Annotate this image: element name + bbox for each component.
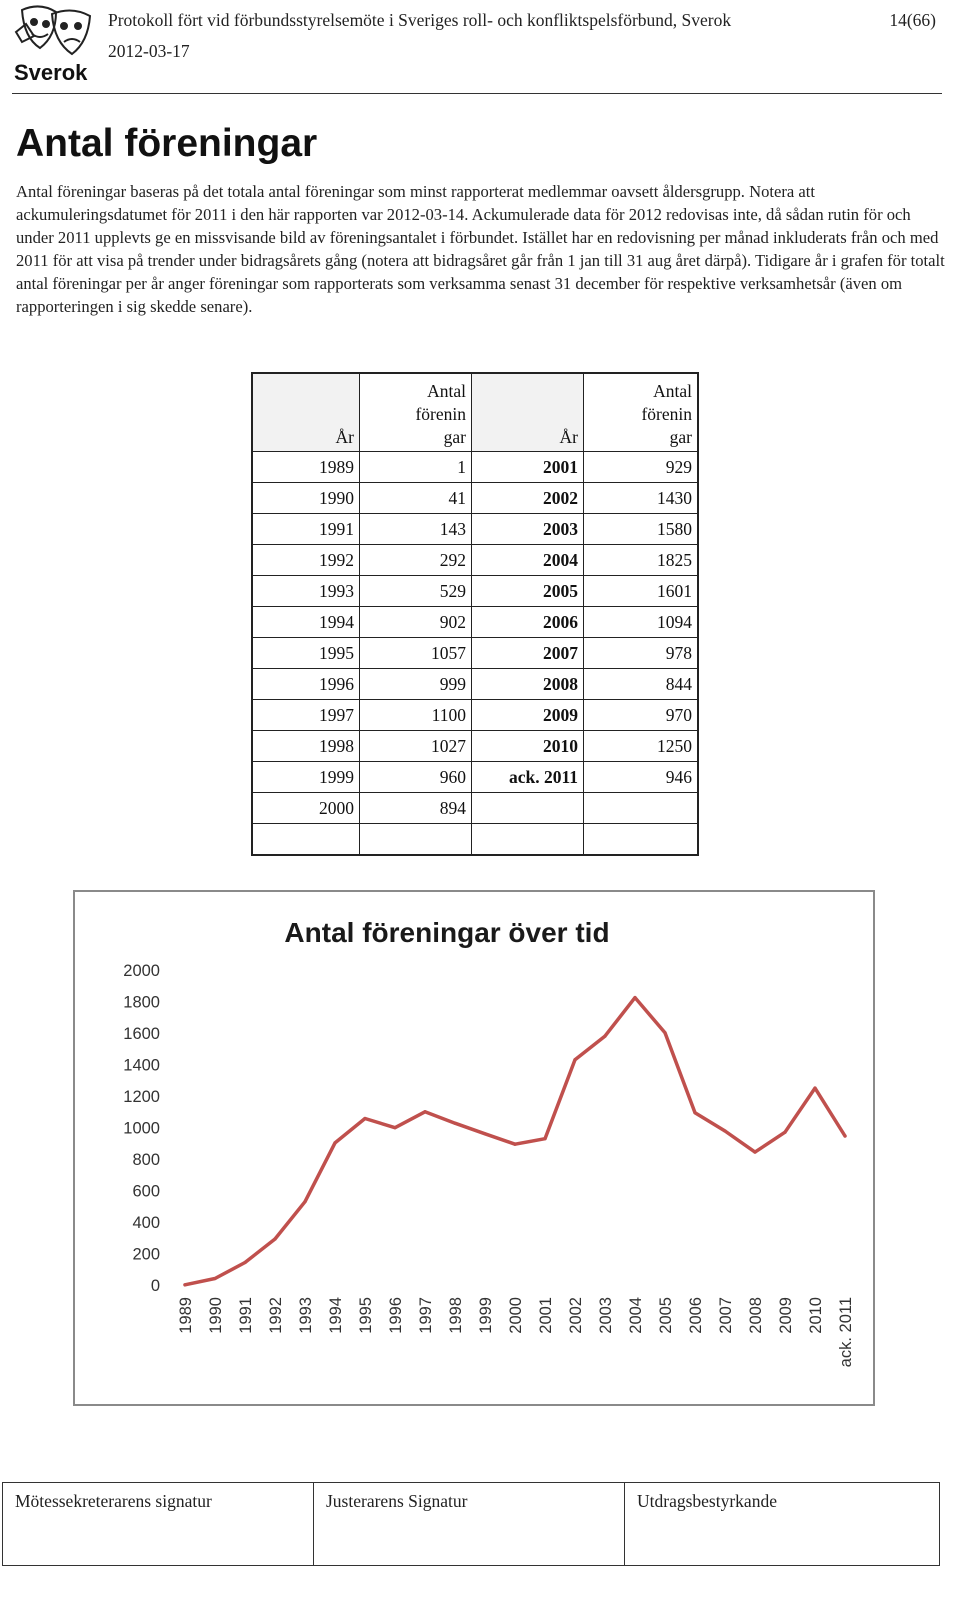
x-tick-label: 2004 xyxy=(627,1297,645,1334)
table-cell: 2009 xyxy=(472,700,584,731)
signature-label-certifier: Utdragsbestyrkande xyxy=(637,1491,777,1511)
x-tick-label: 2007 xyxy=(717,1297,735,1334)
y-tick-label: 800 xyxy=(132,1151,160,1169)
data-point xyxy=(813,1087,816,1090)
intro-paragraph: Antal föreningar baseras på det totala antal föreningar som minst rapporterat medlemmar oavsett åldersgrupp. Notera att ackumuleringsdatumet för 2011 i den här rapporten var 2012-03-14. Ackumulerade data för 2012 redovisas inte, då sådan rutin för och under 2011 upplevts ge en missvisande bild av föreningsantalet i förbundet. Istället har en redovisning per månad inkluderats från och med 2011 för att visa på trender under bidragsårets gång (notera att bidragsåret går från 1 jan till 31 aug året därpå). Tidigare år i grafen för totalt antal föreningar per år anger föreningar som rapporterats som verksamma senast 31 december för respektive verksamhetsår (även om rapporteringen i sig skedde senare). xyxy=(16,182,945,316)
table-row xyxy=(252,638,698,669)
table-cell: 970 xyxy=(584,700,699,731)
x-tick-label: 2009 xyxy=(777,1297,795,1334)
table-cell: 2001 xyxy=(472,452,584,483)
x-tick-label: 1996 xyxy=(387,1297,405,1334)
chart-container xyxy=(73,890,875,1406)
x-tick-label: 2005 xyxy=(657,1297,675,1334)
signature-label-secretary: Mötessekreterarens signatur xyxy=(15,1491,212,1511)
theater-masks-icon xyxy=(12,2,102,64)
x-tick-label: 2003 xyxy=(597,1297,615,1334)
series-line xyxy=(185,998,845,1285)
data-point xyxy=(843,1134,846,1137)
table-row xyxy=(252,824,698,856)
table-row xyxy=(252,669,698,700)
table-cell xyxy=(252,824,360,856)
table-cell: 2008 xyxy=(472,669,584,700)
table-cell: 529 xyxy=(360,576,472,607)
table-header-cell: År xyxy=(252,373,360,452)
y-tick-label: 2000 xyxy=(123,962,160,980)
table-cell: 2006 xyxy=(472,607,584,638)
table-header-cell: År xyxy=(472,373,584,452)
table-cell: 1989 xyxy=(252,452,360,483)
table-header-cell: Antal förenin gar xyxy=(360,373,472,452)
table-cell: 2002 xyxy=(472,483,584,514)
document-header-title: Protokoll fört vid förbundsstyrelsemöte i Sveriges roll- och konfliktspelsförbund, Sverok xyxy=(108,10,732,30)
table-row xyxy=(252,576,698,607)
data-point xyxy=(243,1261,246,1264)
data-point xyxy=(753,1150,756,1153)
table-cell: 2010 xyxy=(472,731,584,762)
data-point xyxy=(483,1132,486,1135)
x-tick-label: 1998 xyxy=(447,1297,465,1334)
table-row xyxy=(252,762,698,793)
table-cell: 1998 xyxy=(252,731,360,762)
y-tick-label: 600 xyxy=(132,1182,160,1201)
table-row xyxy=(252,545,698,576)
table-cell: 1993 xyxy=(252,576,360,607)
data-point xyxy=(573,1058,576,1061)
data-point xyxy=(783,1131,786,1134)
x-tick-label: 2001 xyxy=(537,1297,555,1334)
y-tick-label: 1200 xyxy=(123,1088,160,1106)
data-point xyxy=(453,1122,456,1125)
document-date: 2012-03-17 xyxy=(108,41,190,61)
table-cell: 1994 xyxy=(252,607,360,638)
table-cell: 1825 xyxy=(584,545,699,576)
signature-box-secretary xyxy=(2,1482,314,1566)
table-cell: 1995 xyxy=(252,638,360,669)
table-row xyxy=(252,793,698,824)
chart-title: Antal föreningar över tid xyxy=(284,917,610,948)
associations-table xyxy=(251,372,699,856)
x-tick-label: 1997 xyxy=(417,1297,435,1334)
x-tick-label: 2002 xyxy=(567,1297,585,1334)
table-cell: 894 xyxy=(360,793,472,824)
signature-box-adjuster xyxy=(313,1482,625,1566)
page-number: 14(66) xyxy=(889,10,936,30)
table-cell: 1100 xyxy=(360,700,472,731)
data-point xyxy=(273,1237,276,1240)
x-tick-label: 1989 xyxy=(177,1297,195,1334)
data-point xyxy=(543,1137,546,1140)
x-tick-label: 1994 xyxy=(327,1297,345,1334)
data-point xyxy=(513,1143,516,1146)
table-cell: 1057 xyxy=(360,638,472,669)
data-point xyxy=(663,1031,666,1034)
table-cell: 1990 xyxy=(252,483,360,514)
table-cell: 1580 xyxy=(584,514,699,545)
y-tick-label: 0 xyxy=(150,1277,160,1295)
data-point xyxy=(723,1129,726,1132)
data-point xyxy=(303,1200,306,1203)
table-cell: 41 xyxy=(360,483,472,514)
x-tick-label: 1993 xyxy=(297,1297,315,1334)
table-cell: 929 xyxy=(584,452,699,483)
table-row xyxy=(252,514,698,545)
x-tick-label: 2006 xyxy=(687,1297,705,1334)
table-cell: ack. 2011 xyxy=(472,762,584,793)
x-tick-label: 1999 xyxy=(477,1297,495,1334)
table-row xyxy=(252,483,698,514)
table-header-cell: Antal förenin gar xyxy=(584,373,699,452)
data-point xyxy=(333,1141,336,1144)
table-cell xyxy=(472,793,584,824)
y-tick-label: 1800 xyxy=(123,993,160,1012)
table-cell: 999 xyxy=(360,669,472,700)
table-cell: 1430 xyxy=(584,483,699,514)
x-tick-label: 2008 xyxy=(747,1297,765,1334)
table-cell: 978 xyxy=(584,638,699,669)
table-cell: 1999 xyxy=(252,762,360,793)
table-cell xyxy=(584,824,699,856)
table-cell: 2000 xyxy=(252,793,360,824)
table-cell: 143 xyxy=(360,514,472,545)
y-tick-label: 1400 xyxy=(123,1056,160,1075)
table-cell: 1991 xyxy=(252,514,360,545)
table-cell: 2005 xyxy=(472,576,584,607)
x-tick-label: 1990 xyxy=(207,1297,225,1334)
data-point xyxy=(363,1117,366,1120)
data-point xyxy=(693,1111,696,1114)
table-cell: 2004 xyxy=(472,545,584,576)
table-cell: 1996 xyxy=(252,669,360,700)
x-tick-label: ack. 2011 xyxy=(837,1297,855,1368)
table-cell: 2007 xyxy=(472,638,584,669)
y-tick-label: 400 xyxy=(132,1214,160,1232)
table-cell: 902 xyxy=(360,607,472,638)
y-tick-label: 200 xyxy=(132,1245,160,1264)
y-tick-label: 1600 xyxy=(123,1025,160,1043)
table-cell: 1997 xyxy=(252,700,360,731)
table-row xyxy=(252,700,698,731)
data-point xyxy=(213,1277,216,1280)
table-cell: 1 xyxy=(360,452,472,483)
table-cell: 292 xyxy=(360,545,472,576)
x-tick-label: 1995 xyxy=(357,1297,375,1334)
table-cell: 2003 xyxy=(472,514,584,545)
line-chart xyxy=(75,892,873,1404)
x-tick-label: 1992 xyxy=(267,1297,285,1334)
table-cell xyxy=(360,824,472,856)
signature-box-certifier xyxy=(624,1482,940,1566)
table-cell xyxy=(472,824,584,856)
x-tick-label: 2010 xyxy=(807,1297,825,1334)
page-title: Antal föreningar xyxy=(16,122,318,165)
table-cell xyxy=(584,793,699,824)
table-cell: 960 xyxy=(360,762,472,793)
logo-text: Sverok xyxy=(14,60,88,85)
table-header-row xyxy=(252,373,698,452)
table-row xyxy=(252,452,698,483)
table-row xyxy=(252,607,698,638)
data-point xyxy=(393,1126,396,1129)
y-tick-label: 1000 xyxy=(123,1119,160,1138)
table-cell: 946 xyxy=(584,762,699,793)
data-point xyxy=(633,996,636,999)
x-tick-label: 2000 xyxy=(507,1297,525,1334)
signature-label-adjuster: Justerarens Signatur xyxy=(326,1491,468,1511)
data-point xyxy=(423,1110,426,1113)
table-cell: 844 xyxy=(584,669,699,700)
data-point xyxy=(183,1283,186,1286)
table-cell: 1250 xyxy=(584,731,699,762)
table-cell: 1992 xyxy=(252,545,360,576)
x-tick-label: 1991 xyxy=(237,1297,255,1334)
header-divider xyxy=(12,93,942,94)
table-row xyxy=(252,731,698,762)
data-point xyxy=(603,1035,606,1038)
table-cell: 1601 xyxy=(584,576,699,607)
table-cell: 1094 xyxy=(584,607,699,638)
table-cell: 1027 xyxy=(360,731,472,762)
